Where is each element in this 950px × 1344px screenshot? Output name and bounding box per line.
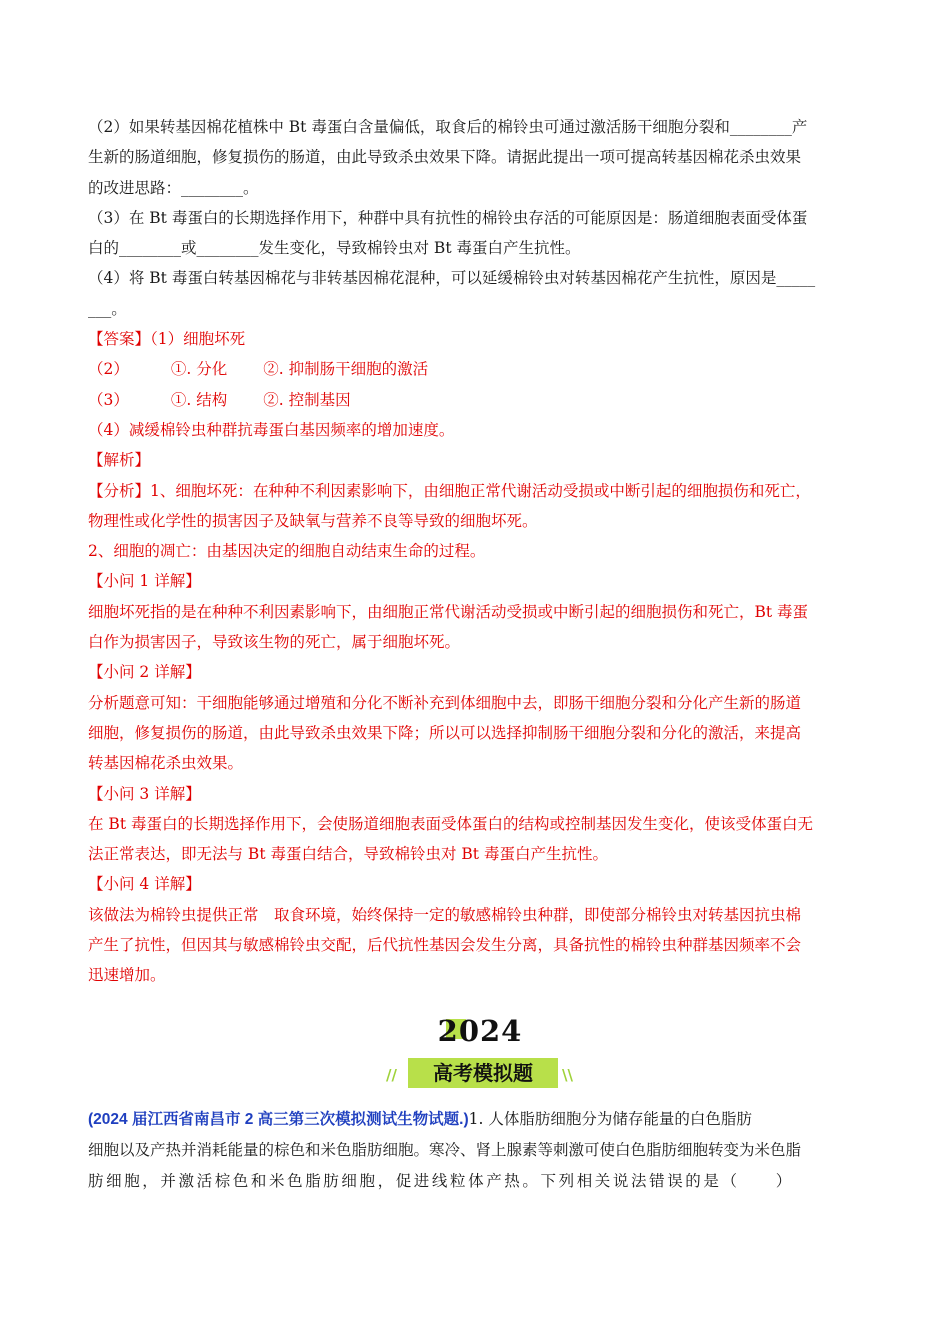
question-source: (2024 届江西省南昌市 2 高三第三次模拟测试生物试题.) — [88, 1111, 469, 1128]
banner-title: 高考模拟题 — [433, 1061, 533, 1085]
sub-question-4-line-2: 产生了抗性，但因其与敏感棉铃虫交配，后代抗性基因会发生分离，具备抗性的棉铃虫种群基因频率不会 — [88, 936, 802, 955]
answer-2-number: （2） — [88, 360, 129, 379]
sub-question-2-label: 【小问 2 详解】 — [88, 663, 201, 682]
sub-question-4-line-1: 该做法为棉铃虫提供正常 取食环境，始终保持一定的敏感棉铃虫种群，即使部分棉铃虫对转基因抗虫棉 — [88, 905, 802, 924]
banner-left-deco: // — [386, 1066, 397, 1084]
sub-question-4-label: 【小问 4 详解】 — [88, 875, 201, 894]
sub-question-4-line-3: 迅速增加。 — [88, 966, 166, 985]
sub-question-1-label: 【小问 1 详解】 — [88, 572, 201, 591]
question-2-line-1: （2）如果转基因棉花植株中 Bt 毒蛋白含量偏低，取食后的棉铃虫可通过激活肠干细胞分裂和________产 — [88, 118, 808, 136]
answer-line-4: （4）减缓棉铃虫种群抗毒蛋白基因频率的增加速度。 — [88, 420, 455, 439]
sub-question-3-label: 【小问 3 详解】 — [88, 784, 201, 803]
next-question-line-1-text: 1. 人体脂肪细胞分为储存能量的白色脂肪 — [468, 1110, 752, 1128]
answer-2-part-1: ①. 分化 — [170, 360, 228, 379]
sub-question-2-line-1: 分析题意可知：干细胞能够通过增殖和分化不断补充到体细胞中去，即肠干细胞分裂和分化产生新的肠道 — [88, 693, 802, 712]
analysis-fenxi-line-3: 2、细胞的凋亡：由基因决定的细胞自动结束生命的过程。 — [88, 542, 486, 561]
sub-question-2-line-2: 细胞，修复损伤的肠道，由此导致杀虫效果下降；所以可以选择抑制肠干细胞分裂和分化的激活，来提高 — [88, 723, 802, 742]
next-question-line-1 — [88, 1104, 878, 1135]
next-question-line-3: 肪细胞，并激活棕色和米色脂肪细胞，促进线粒体产热。下列相关说法错误的是（ ） — [88, 1171, 794, 1190]
banner-title-plate — [408, 1058, 558, 1088]
answer-3-number: （3） — [88, 390, 129, 409]
answer-line-3 — [88, 385, 878, 415]
answer-3-part-1: ①. 结构 — [170, 390, 228, 409]
answer-label: 【答案】 — [88, 330, 151, 349]
answer-line-1 — [88, 324, 878, 354]
question-2-line-3: 的改进思路：________。 — [88, 178, 259, 197]
document-body — [88, 112, 878, 991]
question-4-line-1: （4）将 Bt 毒蛋白转基因棉花与非转基因棉花混种，可以延缓棉铃虫对转基因棉花产生抗性，原因是_____ — [88, 269, 816, 288]
banner-year: 2024 — [437, 1014, 523, 1048]
answer-1: （1）细胞坏死 — [150, 330, 246, 349]
sub-question-3-line-1: 在 Bt 毒蛋白的长期选择作用下，会使肠道细胞表面受体蛋白的结构或控制基因发生变化，使该受体蛋白无 — [88, 814, 813, 833]
next-question — [88, 1104, 878, 1196]
sub-question-1-line-2: 白作为损害因子，导致该生物的死亡，属于细胞坏死。 — [88, 633, 461, 652]
answer-line-2 — [88, 354, 878, 384]
sub-question-3-line-2: 法正常表达，即无法与 Bt 毒蛋白结合，导致棉铃虫对 Bt 毒蛋白产生抗性。 — [88, 845, 608, 864]
sub-question-2-line-3: 转基因棉花杀虫效果。 — [88, 754, 244, 773]
question-2-line-2: 生新的肠道细胞，修复损伤的肠道，由此导致杀虫效果下降。请据此提出一项可提高转基因棉花杀虫效果 — [88, 148, 802, 167]
answer-2-part-2: ②. 抑制肠干细胞的激活 — [263, 360, 429, 379]
next-question-line-2: 细胞以及产热并消耗能量的棕色和米色脂肪细胞。寒冷、肾上腺素等刺激可使白色脂肪细胞转变为米色脂 — [88, 1141, 802, 1160]
analysis-fenxi-line-1: 【分析】1、细胞坏死：在种种不利因素影响下，由细胞正常代谢活动受损或中断引起的细胞损伤和死亡， — [88, 481, 811, 500]
question-3-line-1: （3）在 Bt 毒蛋白的长期选择作用下，种群中具有抗性的棉铃虫存活的可能原因是：肠道细胞表面受体蛋 — [88, 208, 808, 227]
section-banner — [380, 1014, 580, 1094]
sub-question-1-line-1: 细胞坏死指的是在种种不利因素影响下，由细胞正常代谢活动受损或中断引起的细胞损伤和死亡，Bt 毒蛋 — [88, 602, 809, 621]
banner-right-deco: \\ — [562, 1066, 573, 1084]
analysis-fenxi-line-2: 物理性或化学性的损害因子及缺氧与营养不良等导致的细胞坏死。 — [88, 511, 538, 530]
question-4-line-2: ___。 — [88, 299, 127, 318]
question-3-line-2: 白的________或________发生变化，导致棉铃虫对 Bt 毒蛋白产生抗性。 — [88, 239, 581, 258]
answer-3-part-2: ②. 控制基因 — [263, 390, 351, 409]
analysis-label: 【解析】 — [88, 451, 151, 470]
